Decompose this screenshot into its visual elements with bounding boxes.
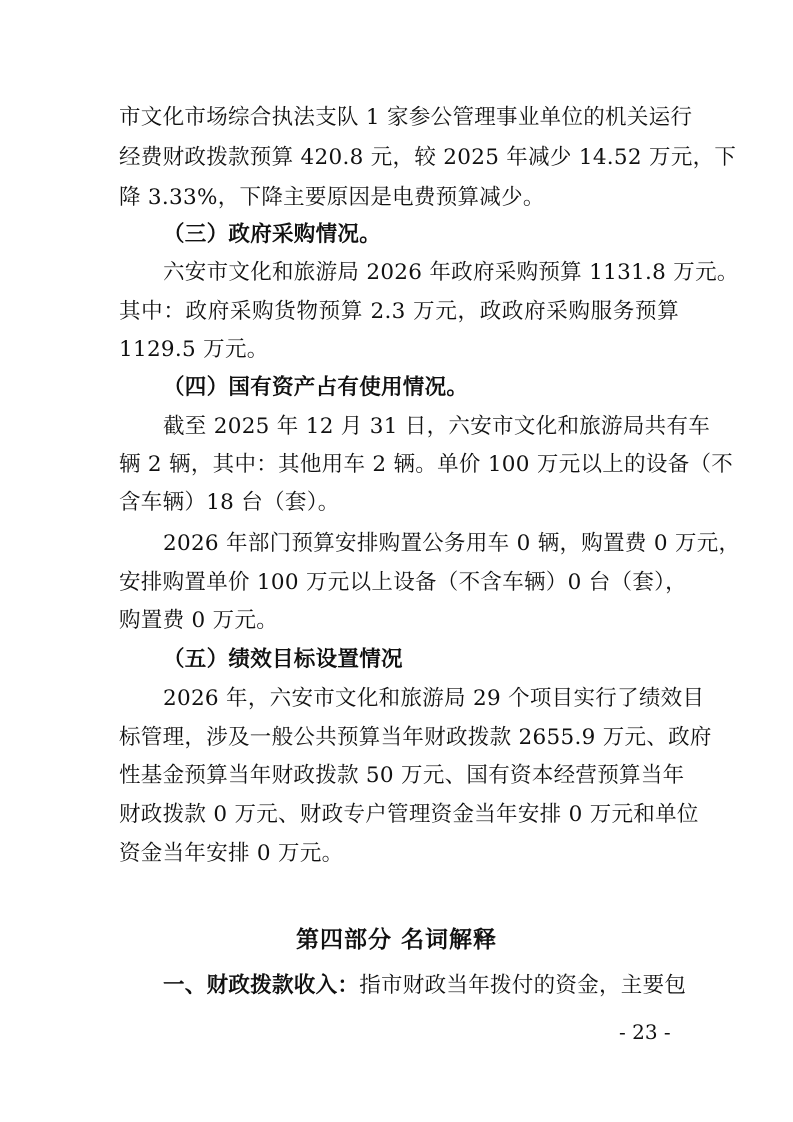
section-heading-state-assets: （四）国有资产占有使用情况。 [163, 375, 469, 400]
definition-term: 一、财政拨款收入： [163, 973, 360, 998]
body-line: 含车辆）18 台（套）。 [119, 490, 340, 515]
definition-line [163, 968, 687, 1004]
body-line: 标管理，涉及一般公共预算当年财政拨款 2655.9 万元、政府 [119, 725, 712, 750]
body-line: 安排购置单价 100 万元以上设备（不含车辆）0 台（套）， [119, 570, 687, 595]
body-line: 1129.5 万元。 [119, 337, 269, 362]
body-line: 2026 年，六安市文化和旅游局 29 个项目实行了绩效目 [163, 686, 705, 711]
body-line: 截至 2025 年 12 月 31 日，六安市文化和旅游局共有车 [163, 414, 711, 439]
body-line: 市文化市场综合执法支队 1 家参公管理事业单位的机关运行 [119, 105, 693, 130]
body-line: 资金当年安排 0 万元。 [119, 841, 344, 866]
section-heading-procurement: （三）政府采购情况。 [163, 222, 382, 247]
page-number: - 23 - [619, 1020, 671, 1044]
body-line: 2026 年部门预算安排购置公务用车 0 辆，购置费 0 万元， [163, 531, 741, 556]
body-line: 经费财政拨款预算 420.8 元，较 2025 年减少 14.52 万元，下 [119, 145, 737, 170]
body-line: 辆 2 辆，其中：其他用车 2 辆。单价 100 万元以上的设备（不 [119, 452, 734, 477]
body-line: 其中：政府采购货物预算 2.3 万元，政政府采购服务预算 [119, 299, 679, 324]
part-title: 第四部分 名词解释 [295, 927, 497, 953]
section-heading-performance: （五）绩效目标设置情况 [163, 647, 403, 672]
body-line: 六安市文化和旅游局 2026 年政府采购预算 1131.8 万元。 [163, 260, 739, 285]
definition-text: 指市财政当年拨付的资金，主要包 [359, 973, 687, 998]
body-line: 降 3.33%，下降主要原因是电费预算减少。 [119, 185, 545, 210]
body-line: 财政拨款 0 万元、财政专户管理资金当年安排 0 万元和单位 [119, 802, 699, 827]
body-line: 性基金预算当年财政拨款 50 万元、国有资本经营预算当年 [119, 763, 685, 788]
body-line: 购置费 0 万元。 [119, 608, 279, 633]
